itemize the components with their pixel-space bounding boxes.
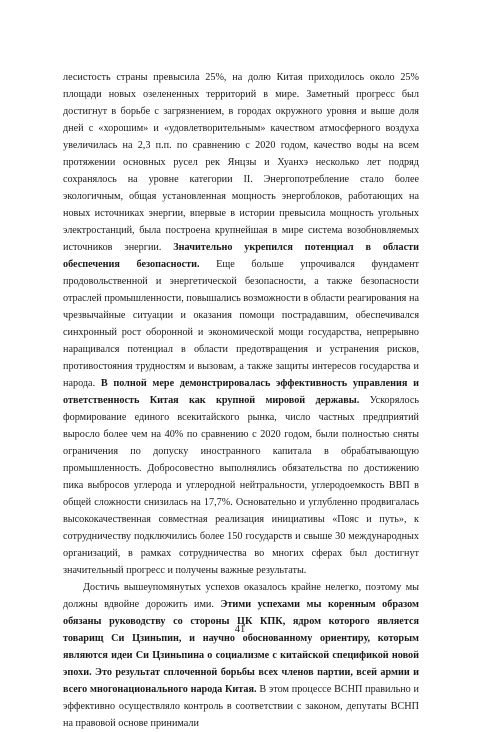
paragraph-2-segment: Достичь вышеупомянутых успехов оказалось крайне нелегко, поэтому мы должны вдвойне дорожить ими. (63, 582, 419, 610)
paragraph-1-bold-segment: В полной мере демонстрировалась эффективность управления и ответственность Китая как крупной мировой державы. (63, 378, 419, 406)
paragraph-1-segment: лесистость страны превысила 25%, на долю Китая приходилось около 25% площади новых озелененных территорий в мире. Заметный прогресс был достигнут в борьбе с загрязнением, в городах окружного уровня и выше доля дней с «хорошим» и «удовлетворительным» качеством атмосферного воздуха увеличилась на 2,3 п.п. по сравнению с 2020 годом, качество воды на всем протяжении основных русел рек Янцзы и Хуанхэ несколько лет подряд сохранялось на уровне категории II. Энергопотребление стало более экологичным, общая установленная мощность энергоблоков, работающих на новых источниках энергии, впервые в истории превысила мощность угольных электростанций, была построена крупнейшая в мире система возобновляемых источников энергии. (63, 72, 419, 253)
page-number: 41 (234, 624, 246, 635)
paragraph-1-segment: Еще больше упрочивался фундамент продовольственной и энергетической безопасности, а также безопасности отраслей промышленности, повышались возможности в области реагирования на чрезвычайные ситуации и оказания помощи пострадавшим, обеспечивался синхронный рост оборонной и экономической мощи государства, непрерывно наращивался потенциал в области предотвращения и устранения рисков, противостояния трудностям и вызовам, а также защиты интересов государства и народа. (63, 259, 419, 389)
paragraph-1 (63, 69, 419, 579)
paragraph-2-bold-segment: Этими успехами мы коренным образом обязаны руководству со стороны ЦК КПК, ядром которого является товарищ Си Цзиньпин, и научно обоснованному ориентиру, которым являются идеи Си Цзиньпина о социализме с китайской спецификой новой эпохи. Это результат сплоченной борьбы всех членов партии, всей армии и всего многонационального народа Китая. (63, 599, 419, 695)
paragraph-1-segment: Ускорялось формирование единого всекитайского рынка, число частных предприятий выросло более чем на 40% по сравнению с 2020 годом, были полностью сняты ограничения по допуску иностранного капитала в обрабатывающую промышленность. Добросовестно выполнялись обязательства по достижению пика выбросов углерода и углеродной нейтральности, углеродоемкость ВВП в общей сложности снизилась на 17,7%. Основательно и углубленно продвигалась высококачественная совместная реализация инициативы «Пояс и путь», к сотрудничеству подключились более 150 государств и свыше 30 международных организаций, в рамках сотрудничества во многих сферах был достигнут значительный прогресс и получены важные результаты. (63, 395, 419, 576)
paragraph-2 (63, 579, 419, 732)
paragraph-1-bold-segment: Значительно укрепился потенциал в области обеспечения безопасности. (63, 242, 419, 270)
paragraph-2-segment: В этом процессе ВСНП правильно и эффективно осуществляло контроль в соответствии с законом, депутаты ВСНП на правовой основе принимали (63, 684, 420, 729)
